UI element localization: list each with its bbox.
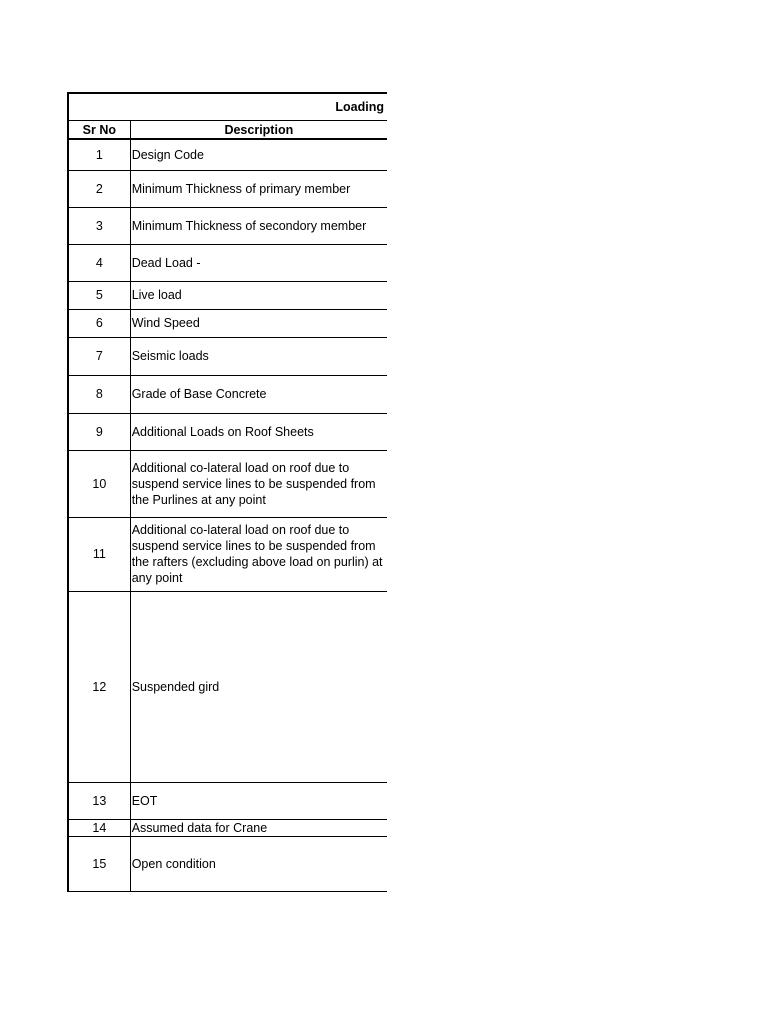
- table-row: [68, 139, 387, 170]
- row-description: Open condition: [130, 836, 387, 891]
- row-description: Minimum Thickness of primary member: [130, 170, 387, 207]
- table-row: [68, 517, 387, 591]
- row-description: Live load: [130, 281, 387, 309]
- row-description: Minimum Thickness of secondory member: [130, 207, 387, 244]
- table-row: [68, 375, 387, 413]
- row-sr-number: 14: [68, 819, 130, 836]
- table-row: [68, 413, 387, 450]
- row-description: Grade of Base Concrete: [130, 375, 387, 413]
- row-sr-number: 8: [68, 375, 130, 413]
- header-row: [68, 121, 387, 140]
- row-sr-number: 15: [68, 836, 130, 891]
- table-title: Loading: [68, 93, 387, 121]
- row-sr-number: 1: [68, 139, 130, 170]
- row-description: Assumed data for Crane: [130, 819, 387, 836]
- row-description: Seismic loads: [130, 337, 387, 375]
- row-sr-number: 9: [68, 413, 130, 450]
- row-sr-number: 6: [68, 309, 130, 337]
- row-description: Additional Loads on Roof Sheets: [130, 413, 387, 450]
- row-sr-number: 12: [68, 591, 130, 782]
- table-row: [68, 281, 387, 309]
- row-description: Additional co-lateral load on roof due to suspend service lines to be suspended from the rafters (excluding above load on purlin) at any point: [130, 517, 387, 591]
- row-description: Additional co-lateral load on roof due to suspend service lines to be suspended from the Purlines at any point: [130, 450, 387, 517]
- row-description: Design Code: [130, 139, 387, 170]
- row-description: Suspended gird: [130, 591, 387, 782]
- table-row: [68, 782, 387, 819]
- row-sr-number: 2: [68, 170, 130, 207]
- loading-table: [67, 92, 387, 892]
- row-sr-number: 10: [68, 450, 130, 517]
- row-sr-number: 3: [68, 207, 130, 244]
- row-description: Wind Speed: [130, 309, 387, 337]
- table-row: [68, 309, 387, 337]
- row-sr-number: 4: [68, 244, 130, 281]
- row-description: EOT: [130, 782, 387, 819]
- header-sr-no: Sr No: [68, 121, 130, 140]
- table-row: [68, 337, 387, 375]
- row-description: Dead Load -: [130, 244, 387, 281]
- row-sr-number: 11: [68, 517, 130, 591]
- table-row: [68, 591, 387, 782]
- header-description: Description: [130, 121, 387, 140]
- row-sr-number: 5: [68, 281, 130, 309]
- table-row: [68, 207, 387, 244]
- table-row: [68, 819, 387, 836]
- table-row: [68, 244, 387, 281]
- row-sr-number: 13: [68, 782, 130, 819]
- table-row: [68, 836, 387, 891]
- table-row: [68, 450, 387, 517]
- title-row: [68, 93, 387, 121]
- row-sr-number: 7: [68, 337, 130, 375]
- table-row: [68, 170, 387, 207]
